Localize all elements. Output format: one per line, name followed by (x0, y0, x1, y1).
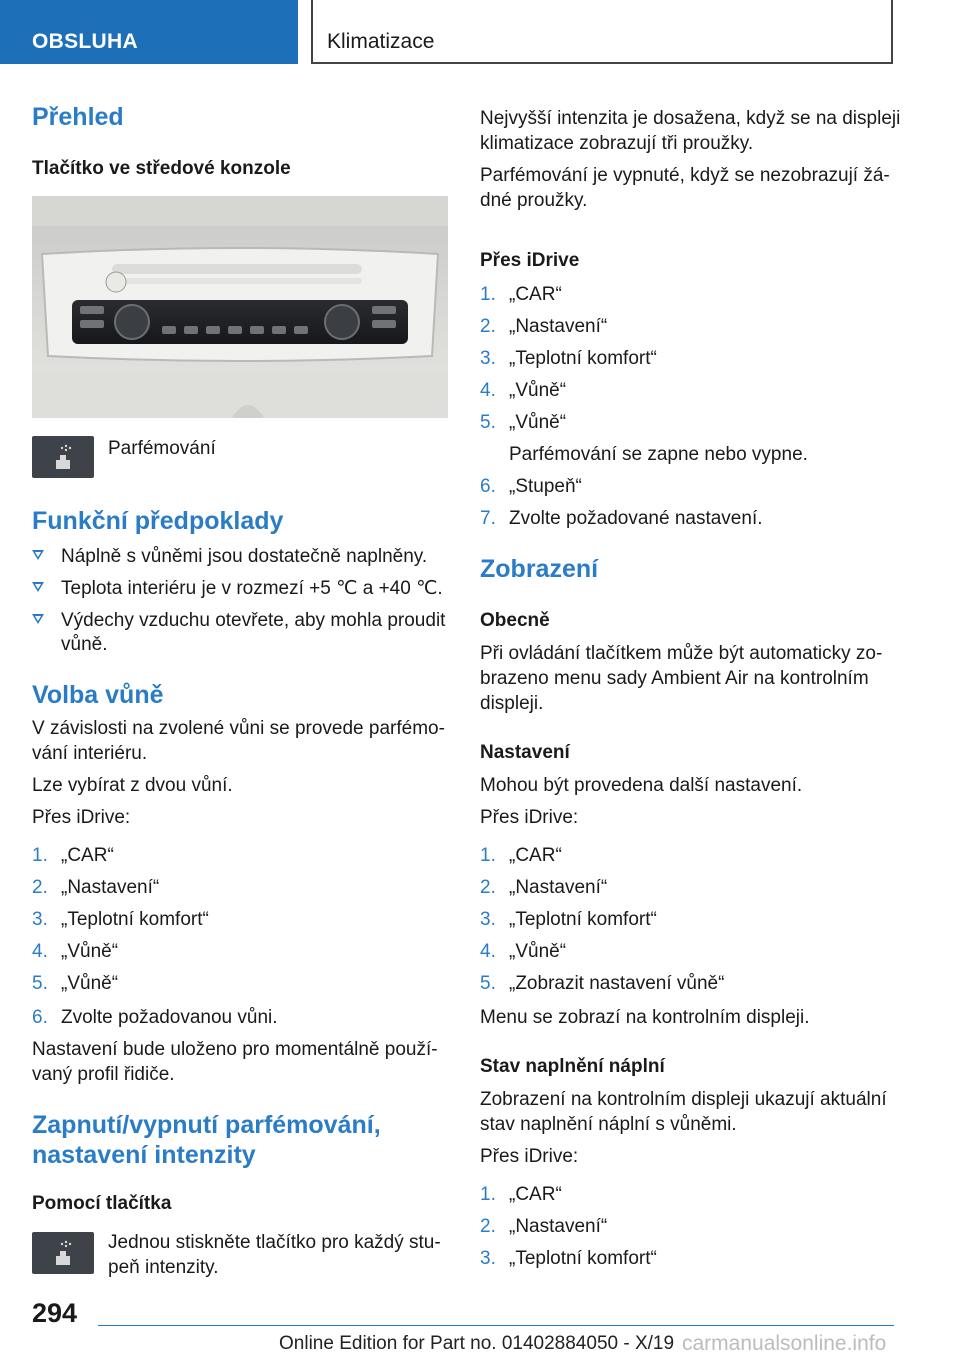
perfume-button-icon (32, 1232, 94, 1274)
footer-edition: Online Edition for Part no. 01402884050 - X/19 (279, 1333, 675, 1354)
paragraph: Nejvyšší intenzita je dosažena, když se na displeji (480, 108, 901, 129)
paragraph: Nastavení bude uloženo pro momentálně použí‐ (32, 1039, 438, 1060)
bullet-triangle-icon (32, 614, 44, 624)
paragraph: Přes iDrive: (32, 807, 131, 828)
bullet-triangle-icon (32, 582, 44, 592)
climate-panel-photo (32, 196, 448, 418)
heading-stav: Stav naplnění náplní (480, 1056, 665, 1077)
perfume-button-icon (32, 436, 94, 478)
paragraph: Parfémování je vypnuté, když se nezobrazují žá‐ (480, 165, 890, 186)
paragraph: Jednou stiskněte tlačítko pro každý stu‐ (108, 1232, 441, 1253)
paragraph: brazeno menu sady Ambient Air na kontrolním (480, 668, 869, 689)
section-tab (0, 0, 298, 64)
bullet-triangle-icon (32, 550, 44, 560)
paragraph: Lze vybírat z dvou vůní. (32, 775, 233, 796)
chapter-tab (311, 0, 893, 64)
heading-prehled: Přehled (32, 103, 124, 131)
perfume-label: Parfémování (108, 438, 216, 459)
heading-pomoci: Pomocí tlačítka (32, 1193, 172, 1214)
chapter-title: Klimatizace (327, 30, 435, 53)
paragraph: stav naplnění náplní s vůněmi. (480, 1114, 737, 1135)
paragraph: V závislosti na zvolené vůni se provede parfémo‐ (32, 718, 445, 739)
paragraph: Přes iDrive: (480, 1146, 579, 1167)
paragraph: Zobrazení na kontrolním displeji ukazují aktuální (480, 1089, 887, 1110)
heading-funkcni: Funkční předpoklady (32, 507, 284, 535)
paragraph: klimatizace zobrazují tři proužky. (480, 133, 754, 154)
heading-zapnuti: Zapnutí/vypnutí parfémování, (32, 1111, 381, 1139)
page-number: 294 (32, 1298, 78, 1328)
heading-tlacitko: Tlačítko ve středové konzole (32, 158, 291, 179)
paragraph: Při ovládání tlačítkem může být automaticky zo‐ (480, 643, 883, 664)
heading-idrive: Přes iDrive (480, 250, 580, 271)
heading-nastaveni: Nastavení (480, 742, 570, 763)
paragraph: vaný profil řidiče. (32, 1064, 175, 1085)
heading-obecne: Obecně (480, 610, 550, 631)
paragraph: peň intenzity. (108, 1257, 219, 1278)
heading-volba: Volba vůně (32, 681, 164, 709)
heading-zapnuti-2: nastavení intenzity (32, 1141, 256, 1169)
paragraph: Přes iDrive: (480, 807, 579, 828)
console-illustration (32, 196, 448, 418)
watermark: carmanualsonline.info (682, 1332, 887, 1355)
paragraph: dné proužky. (480, 190, 588, 211)
footer-divider (98, 1325, 894, 1326)
paragraph: Mohou být provedena další nastavení. (480, 775, 803, 796)
paragraph: displeji. (480, 693, 544, 714)
paragraph: Menu se zobrazí na kontrolním displeji. (480, 1007, 810, 1028)
section-title: OBSLUHA (32, 30, 138, 53)
paragraph: vání interiéru. (32, 743, 148, 764)
heading-zobrazeni: Zobrazení (480, 555, 599, 583)
